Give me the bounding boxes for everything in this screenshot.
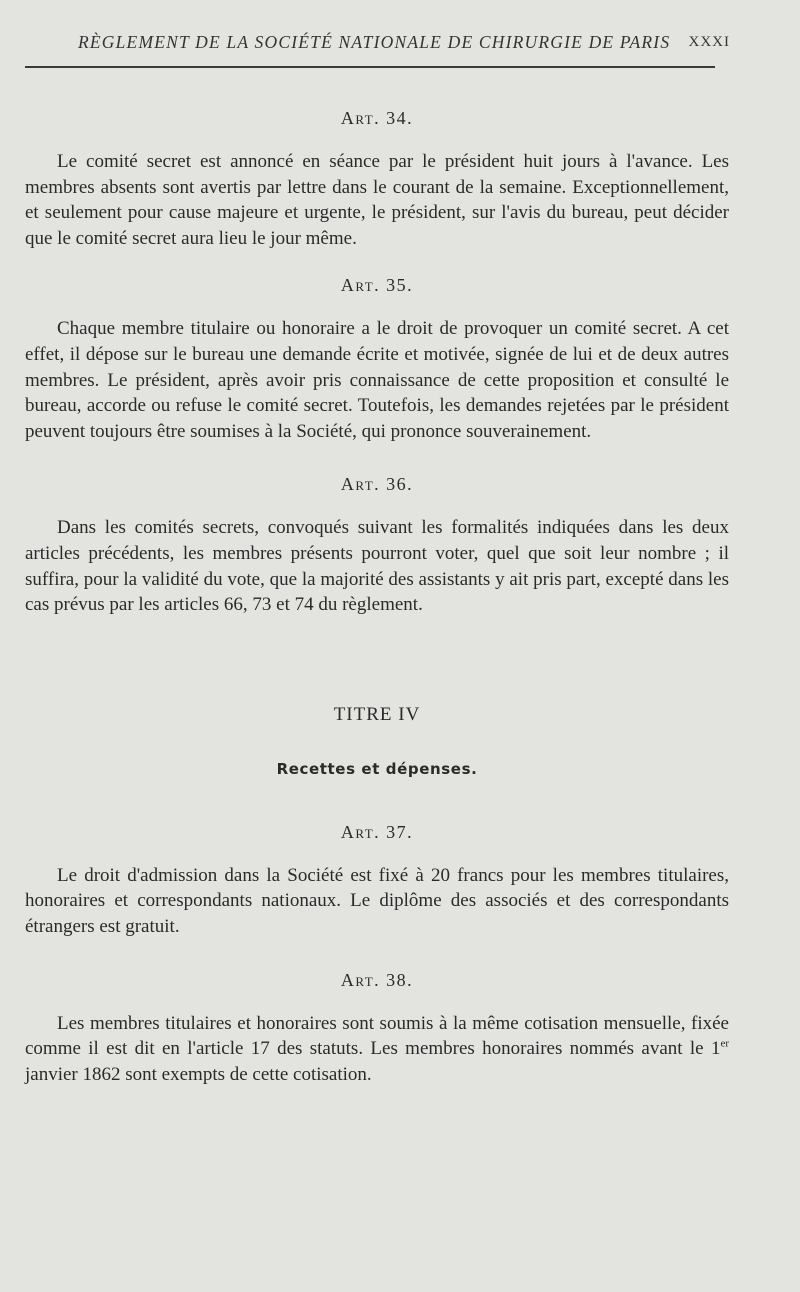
running-header (0, 28, 800, 58)
section-title: TITRE IV (333, 703, 421, 725)
article-38-text (25, 1011, 729, 1088)
article-38-text-part2: janvier 1862 sont exempts de cette cotisation. (25, 1063, 372, 1085)
page-body (25, 108, 729, 1087)
running-title: RÈGLEMENT DE LA SOCIÉTÉ NATIONALE DE CHIRURGIE DE PARIS (78, 32, 671, 52)
section-subtitle: Recettes et dépenses. (276, 759, 478, 778)
article-35-heading: Art. 35. (340, 275, 414, 296)
article-37-heading: Art. 37. (340, 821, 414, 842)
article-36-text: Dans les comités secrets, convoqués suivant les formalités indiquées dans les deux articles précédents, les membres présents pourront voter, quel que soit leur nombre ; il suffira, pour la validité du vote, que la majorité des assistants y ait pris part, excepté dans les cas prévus par les articles 66, 73 et 74 du règlement. (25, 517, 729, 616)
header-rule (25, 66, 715, 68)
article-37-text: Le droit d'admission dans la Société est fixé à 20 francs pour les membres titulaires, honoraires et correspondants nationaux. Le diplôme des associés et des correspondants étrangers est gratuit. (25, 864, 729, 937)
article-36-heading: Art. 36. (340, 474, 414, 495)
article-34-text: Le comité secret est annoncé en séance par le président huit jours à l'avance. Les membres absents sont avertis par lettre dans le courant de la semaine. Exceptionnellement, et seulement pour cause majeure et urgente, le président, sur l'avis du bureau, peut décider que le comité secret aura lieu le jour même. (25, 151, 729, 249)
article-38-heading: Art. 38. (340, 969, 414, 990)
page-number: XXXI (688, 34, 730, 50)
article-38-text-part1: Les membres titulaires et honoraires sont soumis à la même cotisation mensuelle, fixée comme il est dit en l'article 17 des statuts. Les membres honoraires nommés avant le 1 (25, 1012, 729, 1060)
article-35-text: Chaque membre titulaire ou honoraire a le droit de provoquer un comité secret. A cet effet, il dépose sur le bureau une demande écrite et motivée, signée de lui et de deux autres membres. Le président, après avoir pris connaissance de cette proposition et consulté le bureau, accorde ou refuse le comité secret. Toutefois, les demandes rejetées par le président peuvent toujours être soumises à la Société, qui prononce souverainement. (25, 318, 729, 442)
article-38-superscript: er (720, 1037, 729, 1050)
article-34-heading: Art. 34. (340, 108, 414, 128)
